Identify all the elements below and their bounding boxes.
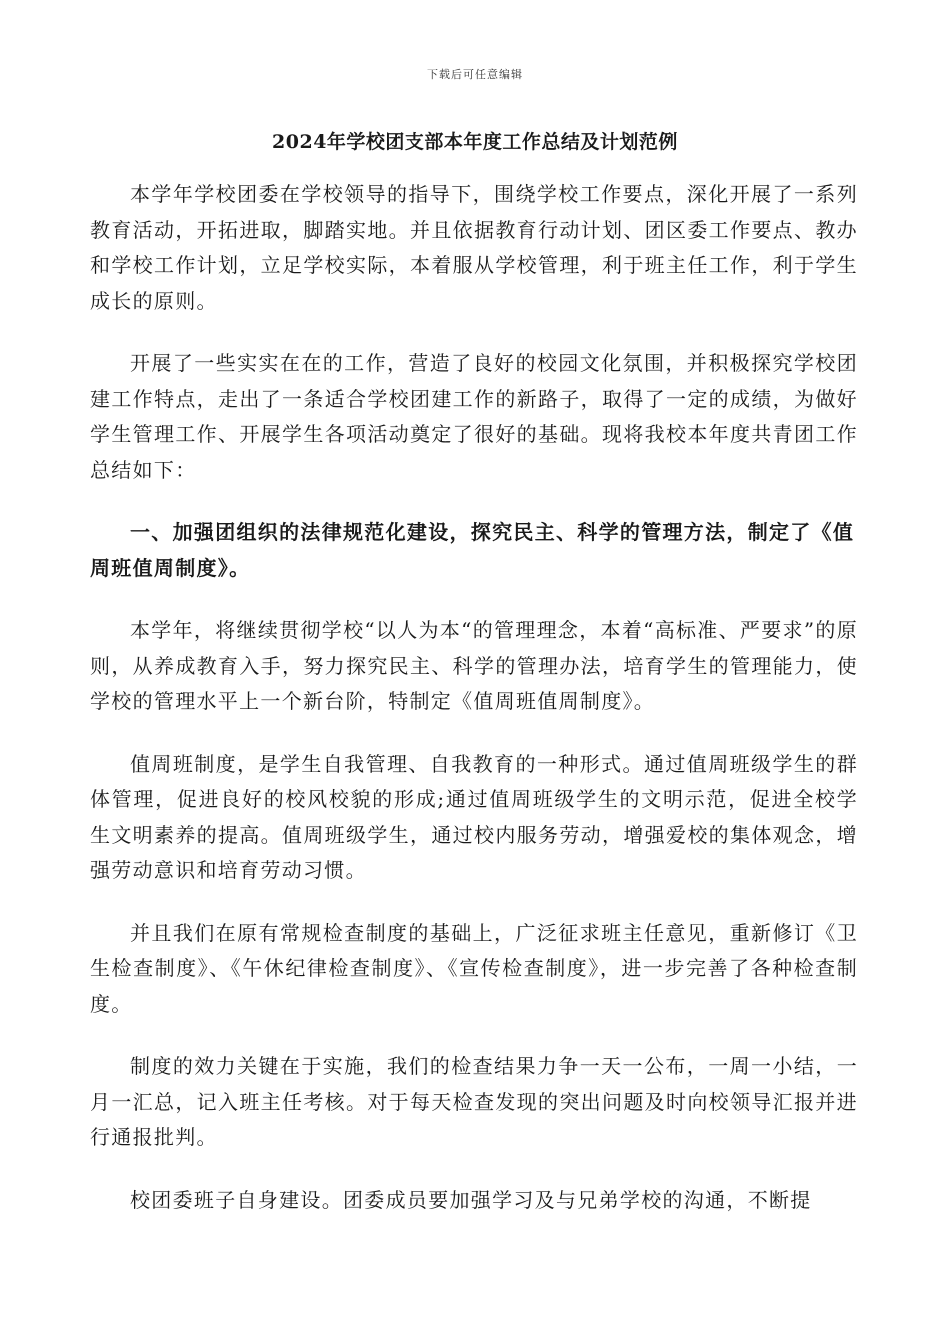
section-heading-1: 一、加强团组织的法律规范化建设，探究民主、科学的管理方法，制定了《值周班值周制度》。 xyxy=(90,520,855,580)
paragraph-intro-1: 本学年学校团委在学校领导的指导下，围绕学校工作要点，深化开展了一系列教育活动，开拓进取，脚踏实地。并且依据教育行动计划、团区委工作要点、教办和学校工作计划，立足学校实际，本着服从学校管理，利于班主任工作，利于学生成长的原则。 xyxy=(90,182,858,313)
paragraph-section1-2: 值周班制度，是学生自我管理、自我教育的一种形式。通过值周班级学生的群体管理，促进良好的校风校貌的形成;通过值周班级学生的文明示范，促进全校学生文明素养的提高。值周班级学生，通过校内服务劳动，增强爱校的集体观念，增强劳动意识和培育劳动习惯。 xyxy=(90,751,858,882)
paragraph-section1-1: 本学年，将继续贯彻学校“以人为本“的管理理念，本着“高标准、严要求”的原则，从养成教育入手，努力探究民主、科学的管理办法，培育学生的管理能力，使学校的管理水平上一个新台阶，特制定《值周班值周制度》。 xyxy=(90,618,858,713)
header-note: 下载后可任意编辑 xyxy=(427,68,523,81)
document-title: 2024年学校团支部本年度工作总结及计划范例 xyxy=(272,131,678,153)
paragraph-intro-2: 开展了一些实实在在的工作，营造了良好的校园文化氛围，并积极探究学校团建工作特点，走出了一条适合学校团建工作的新路子，取得了一定的成绩，为做好学生管理工作、开展学生各项活动奠定了很好的基础。现将我校本年度共青团工作总结如下： xyxy=(90,351,858,482)
paragraph-section1-3: 并且我们在原有常规检查制度的基础上，广泛征求班主任意见，重新修订《卫生检查制度》、《午休纪律检查制度》、《宣传检查制度》，进一步完善了各种检查制度。 xyxy=(90,920,858,1016)
paragraph-section1-4: 制度的效力关键在于实施，我们的检查结果力争一天一公布，一周一小结，一月一汇总，记入班主任考核。对于每天检查发现的突出问题及时向校领导汇报并进行通报批判。 xyxy=(90,1054,858,1149)
paragraph-section1-5: 校团委班子自身建设。团委成员要加强学习及与兄弟学校的沟通，不断提 xyxy=(130,1187,812,1212)
document-body xyxy=(90,177,858,1245)
